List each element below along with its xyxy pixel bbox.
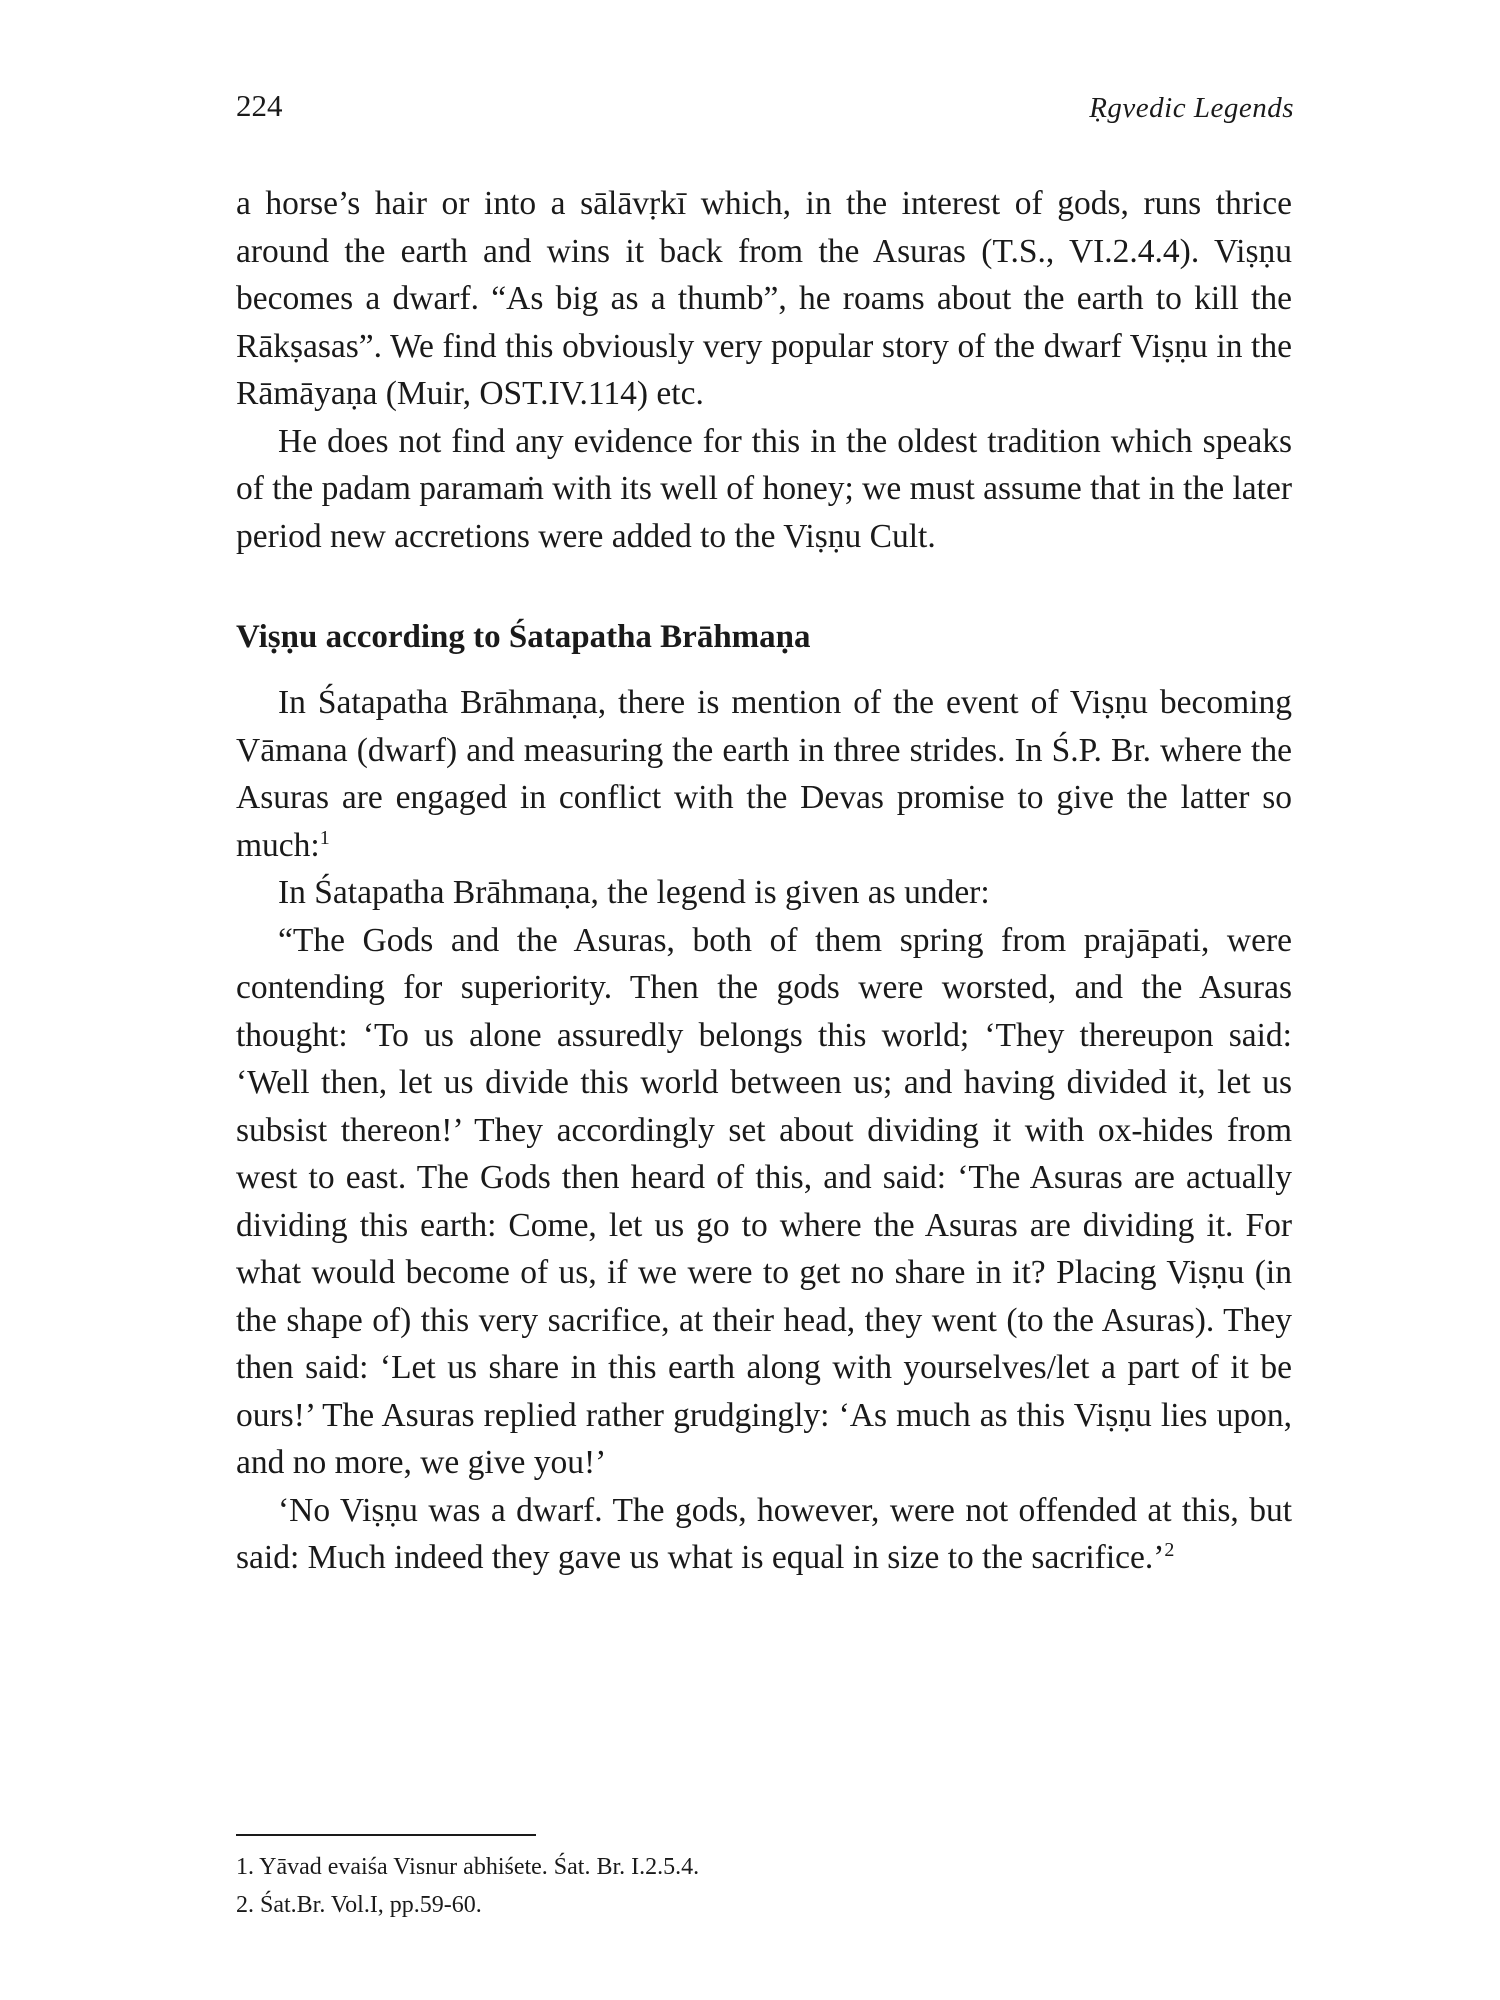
footnote-2: 2. Śat.Br. Vol.I, pp.59-60.	[236, 1892, 482, 1918]
paragraph-4: In Śatapatha Brāhmaṇa, the legend is given as under:	[278, 874, 990, 911]
paragraph-6-text: ‘No Viṣṇu was a dwarf. The gods, however, were not offended at this, but said: Much indeed they gave us what is equal in size to the sacrifice.’	[236, 1491, 1292, 1576]
paragraph-2: He does not find any evidence for this in the oldest tradition which speaks of the padam paramaṁ with its well of honey; we must assume that in the later period new accretions were added to the Viṣṇu Cult.	[236, 422, 1292, 555]
footnote-ref-1: 1	[319, 826, 330, 849]
footnote-1: 1. Yāvad evaiśa Visnur abhiśete. Śat. Br. I.2.5.4.	[236, 1854, 700, 1880]
body-text	[236, 180, 1292, 1582]
footnotes	[236, 1848, 699, 1924]
footnote-ref-2: 2	[1164, 1538, 1175, 1561]
footnote-divider	[236, 1834, 536, 1836]
page-number: 224	[236, 88, 283, 123]
paragraph-3-text: In Śatapatha Brāhmaṇa, there is mention of the event of Viṣṇu becoming Vāmana (dwarf) and measuring the earth in three strides. In Ś.P. Br. where the Asuras are engaged in conflict with the Devas promise to give the latter so much:	[236, 684, 1292, 864]
running-head	[236, 88, 1294, 132]
section-heading: Viṣṇu according to Śatapatha Brāhmaṇa	[236, 619, 811, 655]
paragraph-6	[236, 1487, 1292, 1582]
paragraph-1: a horse’s hair or into a sālāvṛkī which, in the interest of gods, runs thrice around the earth and wins it back from the Asuras (T.S., VI.2.4.4). Viṣṇu becomes a dwarf. “As big as a thumb”, he roams about the earth to kill the Rākṣasas”. We find this obviously very popular story of the dwarf Viṣṇu in the Rāmāyaṇa (Muir, OST.IV.114) etc.	[236, 185, 1292, 412]
paragraph-3	[236, 679, 1292, 869]
paragraph-5-quote: “The Gods and the Asuras, both of them spring from prajāpati, were contending for superiority. Then the gods were worsted, and the Asuras thought: ‘To us alone assuredly belongs this world; ‘They thereupon said: ‘Well then, let us divide this world between us; and having divided it, let us subsist thereon!’ They accordingly set about dividing it with ox-hides from west to east. The Gods then heard of this, and said: ‘The Asuras are actually dividing this earth: Come, let us go to where the Asuras are dividing it. For what would become of us, if we were to get no share in it? Placing Viṣṇu (in the shape of) this very sacrifice, at their head, they went (to the Asuras). They then said: ‘Let us share in this earth along with yourselves/let a part of it be ours!’ The Asuras replied rather grudgingly: ‘As much as this Viṣṇu lies upon, and no more, we give you!’	[236, 921, 1292, 1481]
running-title: Ṛgvedic Legends	[1089, 92, 1294, 124]
